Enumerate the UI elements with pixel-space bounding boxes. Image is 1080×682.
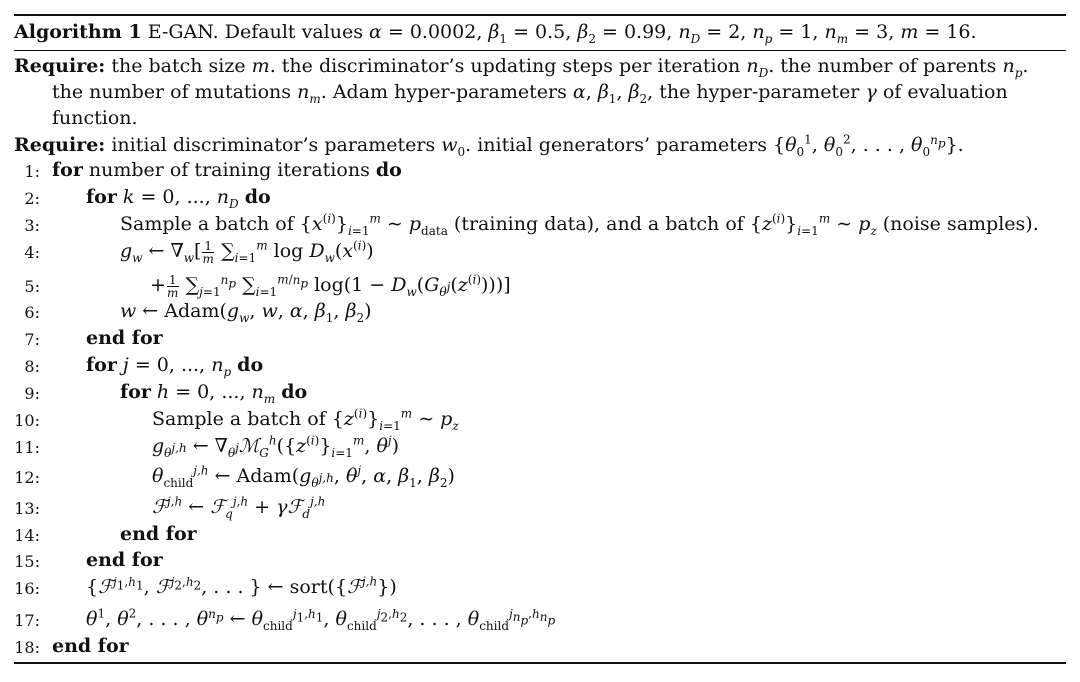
code-line-4: $g_w$ ← $\nabla_w$[ $\frac{1}{m}$ $\sum_{i=1}^m$ $\log D_w(x^{(i)})$ [120, 238, 374, 266]
code-line-8: for j = 0, ..., $n_p$ do [86, 354, 264, 379]
line-number: 2: [24, 189, 40, 208]
algorithm-label: Algorithm 1 [14, 21, 142, 43]
line-number: 17: [14, 611, 40, 630]
require-line-1: Require: the batch size m. the discriminator’s updating steps per iteration $n_D$. the number of parents $n_p$. [14, 55, 1029, 80]
code-line-6: w ← $Adam(g_w$, w, α, $\beta_1$, $\beta_2$) [120, 300, 372, 325]
line-number: 6: [24, 303, 40, 322]
line-number: 13: [14, 499, 40, 518]
line-number: 9: [24, 384, 40, 403]
require-line-4: Require: initial discriminator’s parameters $w_0$. initial generators’ parameters {$\theta_0^1$, $\theta_0^2$, . . . , $\theta_0^{n_p}$}. [14, 132, 964, 159]
code-line-9: for h = 0, ..., $n_m$ do [120, 381, 308, 406]
line-number: 3: [24, 216, 40, 235]
code-line-3: Sample a batch of $\{x^{(i)}\}_{i=1}^m$ ∼ $p_{data}$ (training data), and a batch of $\{z^{(i)}\}_{i=1}^m$ ∼ $p_z$ (noise samples). [120, 211, 1039, 238]
require-line-3: function. [52, 107, 138, 129]
require-keyword-2: Require: [14, 134, 106, 156]
code-line-5: + $\frac{1}{m}$ $\sum_{j=1}^{n_p}$ $\sum_{i=1}^{m/n_p}$ $\log(1 - D_w(G_{\theta^j}(z^{(i)})))$] [150, 272, 511, 300]
line-number: 4: [24, 243, 40, 262]
bottom-rule [14, 662, 1066, 664]
require-line-2: the number of mutations $n_m$. Adam hyper-parameters α, $\beta_1$, $\beta_2$, the hyper-parameter γ of evaluation [52, 81, 1008, 106]
line-number: 5: [24, 277, 40, 296]
code-line-10: Sample a batch of $\{z^{(i)}\}_{i=1}^m$ ∼ $p_z$ [152, 406, 459, 433]
code-line-12: $\theta_{child}^{j,h}$ ← $Adam(g_{\theta^{j,h}}$, $\theta^j$, α, $\beta_1$, $\beta_2$) [152, 463, 455, 490]
code-line-15: end for [86, 549, 163, 571]
line-number: 12: [14, 468, 40, 487]
header-rule [14, 50, 1066, 51]
code-line-13: ℱ$^{j,h}$ ← ℱ$_q^{j,h}$ + γℱ$_d^{j,h}$ [152, 494, 326, 521]
code-line-7: end for [86, 327, 163, 349]
line-number: 11: [14, 438, 40, 457]
line-number: 1: [24, 162, 40, 181]
code-line-2: for k = 0, ..., $n_D$ do [86, 186, 271, 211]
require-keyword: Require: [14, 55, 106, 77]
line-number: 16: [14, 579, 40, 598]
code-line-14: end for [120, 523, 197, 545]
code-line-11: $g_{\theta^{j,h}}$ ← $\nabla_{\theta^j}ℳ_G^h(\{z^{(i)}\}_{i=1}^m$, $\theta^j$) [152, 433, 400, 460]
code-line-18: end for [52, 635, 129, 657]
line-number: 10: [14, 411, 40, 430]
line-number: 15: [14, 552, 40, 571]
line-number: 8: [24, 357, 40, 376]
top-rule [14, 14, 1066, 16]
line-number: 14: [14, 526, 40, 545]
line-number: 18: [14, 638, 40, 657]
line-number: 7: [24, 330, 40, 349]
code-line-17: $\theta^1$, $\theta^2$, . . . , $\theta^{n_p}$ ← $\theta_{child}^{j_1,h_1}$, $\theta_{child}^{j_2,h_2}$, . . . , $\theta_{child}^{j_{n_p},h_{n_p}}$ [86, 606, 556, 633]
algorithm-title: E-GAN. Default values α = 0.0002, $\beta_1 = 0.5$, $\beta_2 = 0.99$, $n_D = 2$, $n_p = 1$, $n_m = 3$, m = 16. [147, 21, 977, 46]
algorithm-header [14, 20, 977, 44]
code-line-16: {ℱ$^{j_1,h_1}$, ℱ$^{j_2,h_2}$, . . . } ← sort({ℱ$^{j,h}$}) [86, 574, 397, 598]
code-line-1: for number of training iterations do [52, 159, 402, 181]
